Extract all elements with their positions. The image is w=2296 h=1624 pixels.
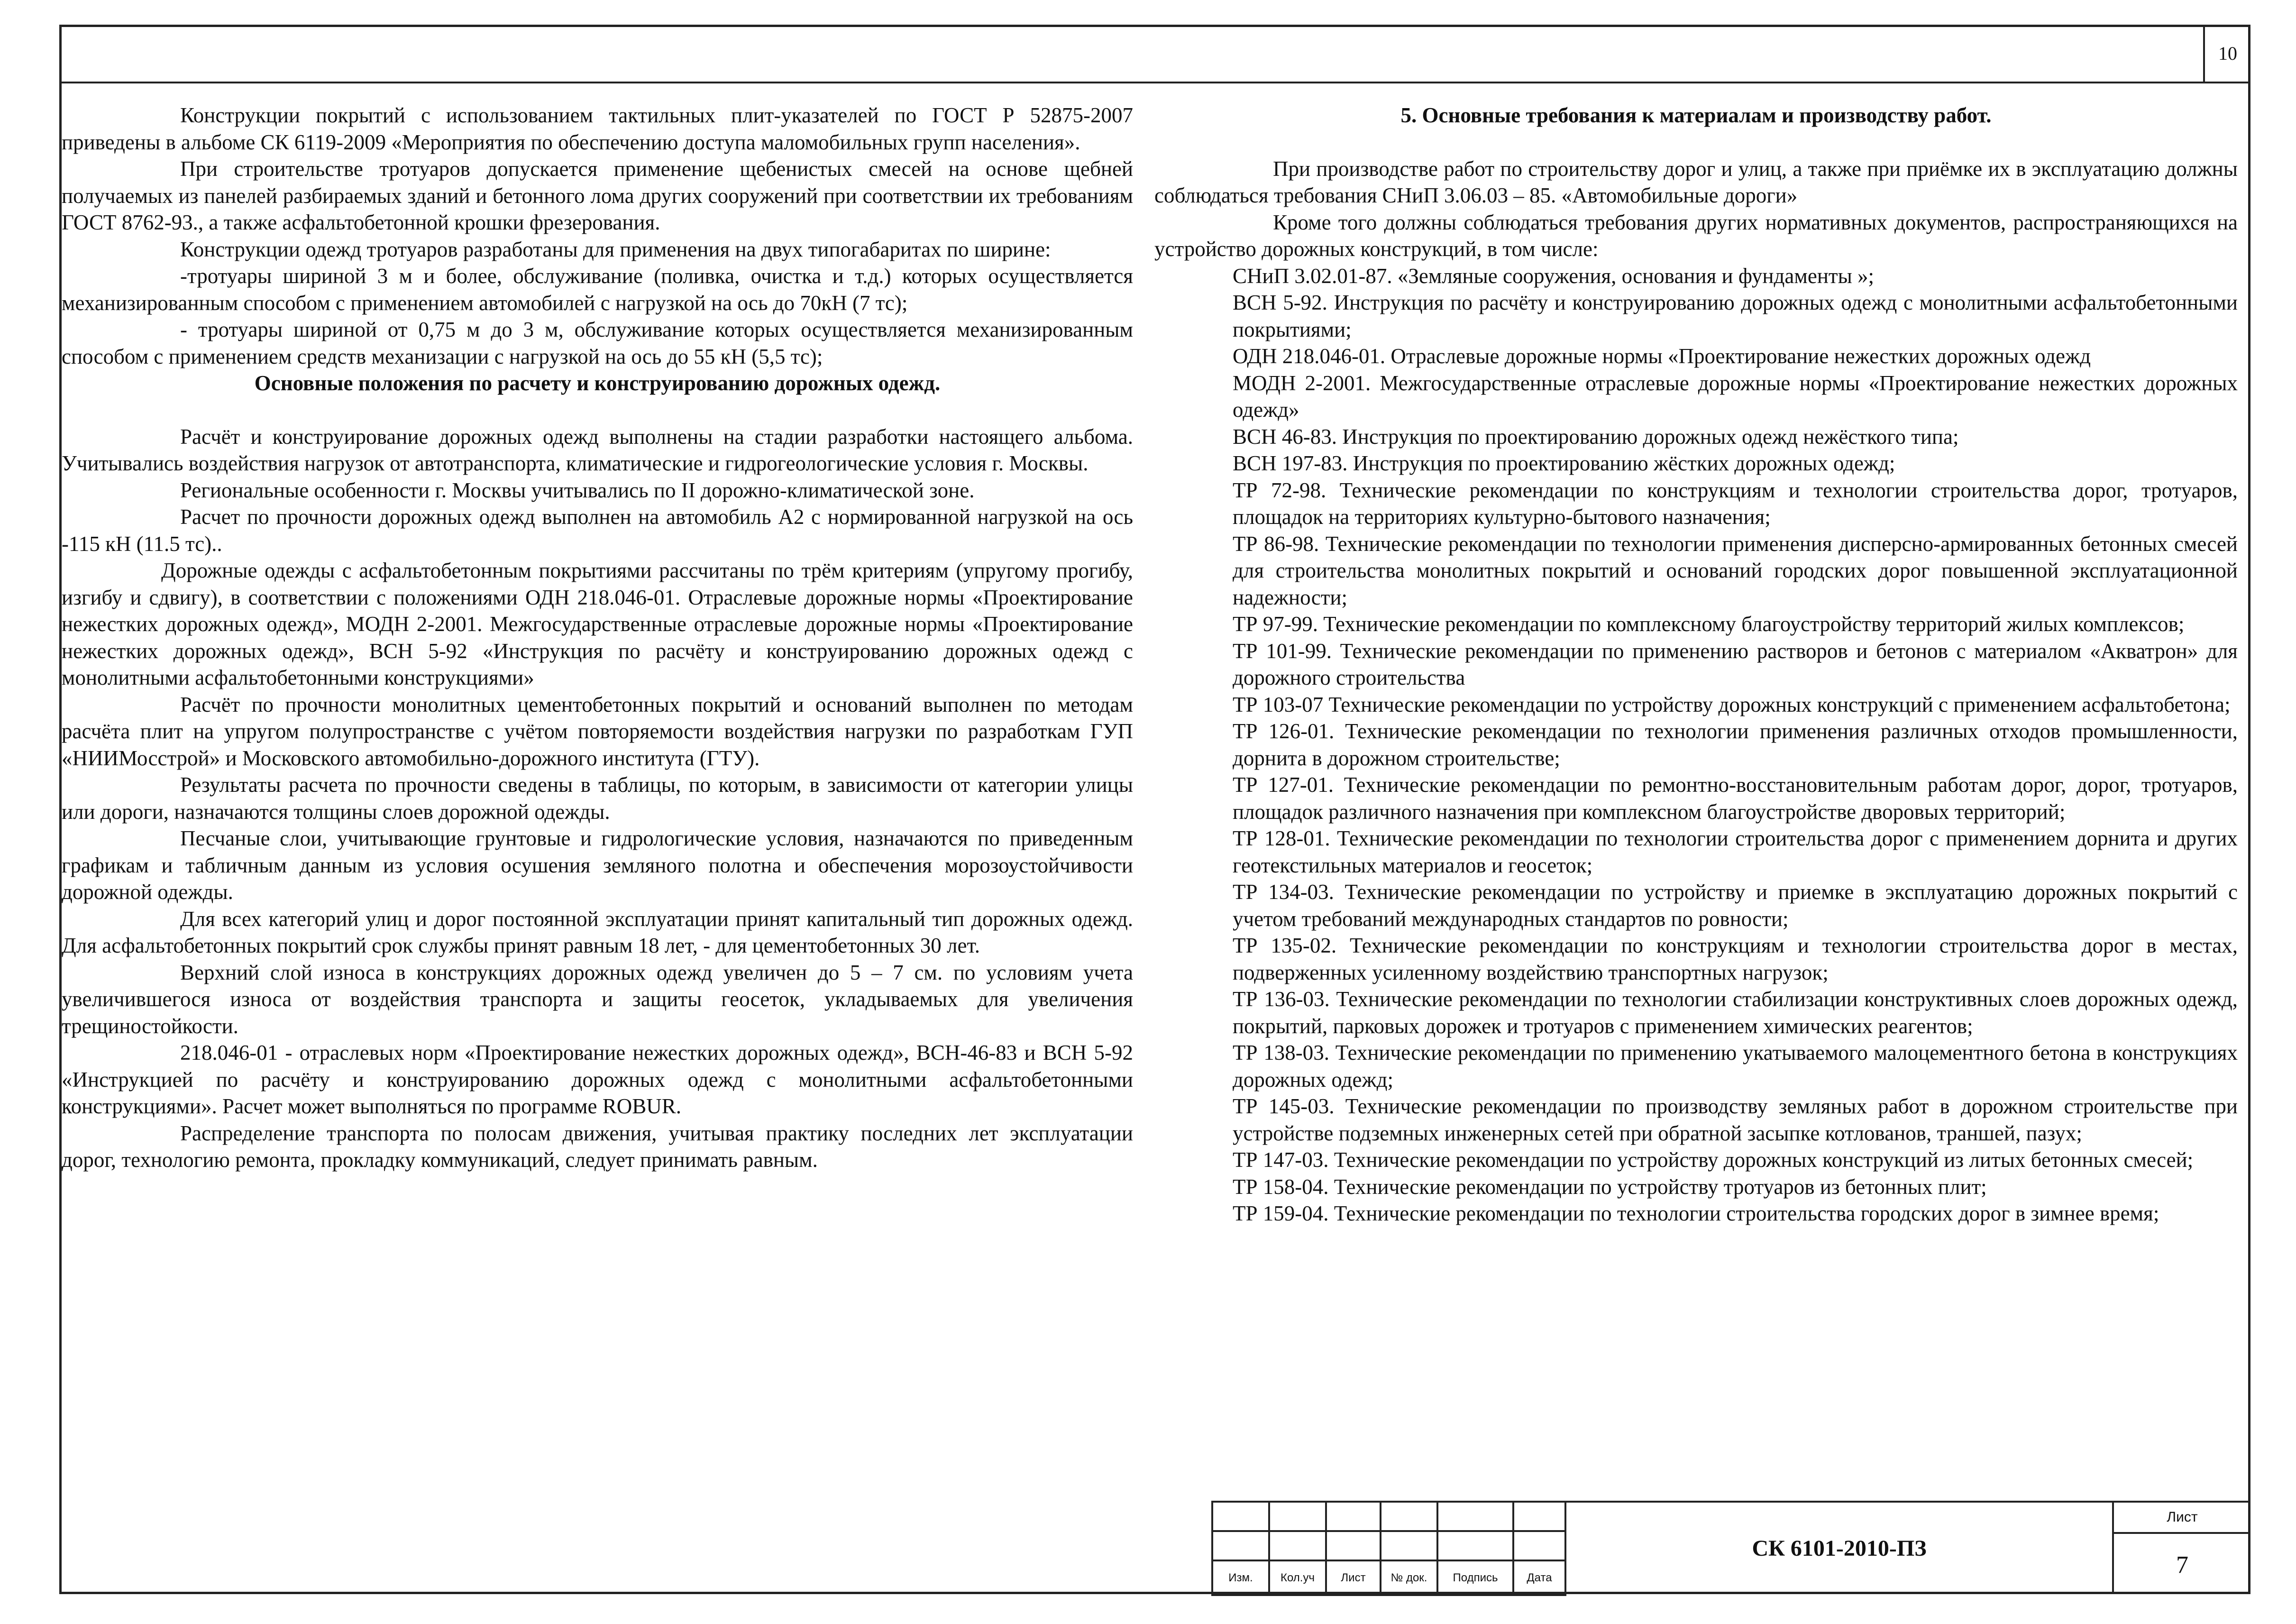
paragraph: Расчет по прочности дорожных одежд выполнен на автомобиль А2 с нормированной нагрузкой на ось -115 кН (11.5 тс).. xyxy=(62,505,1133,556)
page-number: 10 xyxy=(2203,25,2250,82)
doc-item: ВСН 5-92. Инструкция по расчёту и конструированию дорожных одежд с монолитными асфальтобетонными покрытиями; xyxy=(1233,291,2238,341)
doc-item: ТР 86-98. Технические рекомендации по технологии применения дисперсно-армированных бетонных смесей для строительства монолитных покрытий и оснований городских дорог повышенной эксплуатационной надежности; xyxy=(1233,532,2238,609)
doc-item: ОДН 218.046-01. Отраслевые дорожные нормы «Проектирование нежестких дорожных одежд xyxy=(1233,344,2091,368)
section-heading: 5. Основные требования к материалам и производству работ. xyxy=(1400,103,1992,127)
doc-item: СНиП 3.02.01-87. «Земляные сооружения, основания и фундаменты »; xyxy=(1233,264,1875,288)
paragraph: Верхний слой износа в конструкциях дорожных одежд увеличен до 5 – 7 см. по условиям учета увеличившегося износа от воздействия транспорта и защиты геосеток, укладываемых для увеличения трещиностойкости. xyxy=(62,960,1133,1038)
paragraph: Конструкции одежд тротуаров разработаны для применения на двух типогабаритах по ширине: xyxy=(180,237,1051,261)
doc-item: ТР 159-04. Технические рекомендации по технологии строительства городских дорог в зимнее время; xyxy=(1233,1202,2159,1225)
doc-item: ВСН 46-83. Инструкция по проектированию дорожных одежд нежёсткого типа; xyxy=(1233,424,1959,449)
stamp-label: № док. xyxy=(1381,1560,1437,1595)
doc-item: ТР 134-03. Технические рекомендации по устройству и приемке в эксплуатацию дорожных покрытий с учетом требований международных стандартов по ровности; xyxy=(1233,880,2238,931)
doc-item: ТР 126-01. Технические рекомендации по технологии применения различных отходов промышленности, дорнита в дорожном строительстве; xyxy=(1233,719,2238,770)
paragraph: Кроме того должны соблюдаться требования других нормативных документов, распространяющихся на устройство дорожных конструкций, в том числе: xyxy=(1154,210,2238,261)
doc-item: ТР 138-03. Технические рекомендации по применению укатываемого малоцементного бетона в конструкциях дорожных одежд; xyxy=(1233,1041,2238,1092)
sheet-label: Лист xyxy=(2114,1503,2250,1534)
paragraph: Расчёт по прочности монолитных цементобетонных покрытий и оснований выполнен по методам расчёта плит на упругом полупространстве с учётом повторяемости воздействия нагрузки по разработкам ГУП «НИИМосстрой» и Московского автомобильно-дорожного института (ГТУ). xyxy=(62,692,1133,770)
paragraph: Конструкции покрытий с использованием тактильных плит-указателей по ГОСТ Р 52875-2007 приведены в альбоме СК 6119-2009 «Мероприятия по обеспечению доступа маломобильных групп населения». xyxy=(62,103,1133,154)
section-heading: Основные положения по расчету и конструированию дорожных одежд. xyxy=(254,371,941,395)
doc-item: ТР 103-07 Технические рекомендации по устройству дорожных конструкций с применением асфальтобетона; xyxy=(1233,692,2231,716)
sheet-box xyxy=(2112,1501,2250,1594)
header-rule xyxy=(59,82,2250,83)
doc-item: ТР 97-99. Технические рекомендации по комплексному благоустройству территорий жилых комплексов; xyxy=(1233,612,2185,636)
doc-item: ТР 145-03. Технические рекомендации по производству земляных работ в дорожном строительстве при устройстве подземных инженерных сетей при обратной засыпке котлованов, траншей, пазух; xyxy=(1233,1094,2238,1145)
paragraph: -тротуары шириной 3 м и более, обслуживание (поливка, очистка и т.д.) которых осуществляется механизированным способом с применением автомобилей с нагрузкой на ось до 70кН (7 тс); xyxy=(62,264,1133,315)
doc-item: ТР 158-04. Технические рекомендации по устройству тротуаров из бетонных плит; xyxy=(1233,1174,1987,1199)
doc-item: ТР 147-03. Технические рекомендации по устройству дорожных конструкций из литых бетонных смесей; xyxy=(1233,1148,2194,1172)
paragraph: При производстве работ по строительству дорог и улиц, а также при приёмке их в эксплуатацию должны соблюдаться требования СНиП 3.06.03 – 85. «Автомобильные дороги» xyxy=(1154,156,2238,207)
doc-item: ТР 101-99. Технические рекомендации по применению растворов и бетонов с материалом «Акватрон» для дорожного строительства xyxy=(1233,639,2238,689)
doc-item: ВСН 197-83. Инструкция по проектированию жёстких дорожных одежд; xyxy=(1233,451,1895,475)
paragraph: При строительстве тротуаров допускается применение щебенистых смесей на основе щебней получаемых из панелей разбираемых зданий и бетонного лома других сооружений при соответствии их требованиям ГОСТ 8762-93., а также асфальтобетонной крошки фрезерования. xyxy=(62,157,1133,234)
stamp-label: Лист xyxy=(1326,1560,1381,1595)
paragraph: Песчаные слои, учитывающие грунтовые и гидрологические условия, назначаются по приведенным графикам и табличным данным из условия осушения земляного полотна и обеспечения морозоустойчивости дорожной одежды. xyxy=(62,826,1133,904)
doc-item: ТР 135-02. Технические рекомендации по конструкциям и технологии строительства дорог в местах, подверженных усиленному воздействию транспортных нагрузок; xyxy=(1233,934,2238,984)
doc-item: ТР 72-98. Технические рекомендации по конструкциям и технологии строительства дорог, тротуаров, площадок на территориях культурно-бытового назначения; xyxy=(1233,478,2238,529)
doc-item: ТР 136-03. Технические рекомендации по технологии стабилизации конструктивных слоев дорожных одежд, покрытий, парковых дорожек и тротуаров с применением химических реагентов; xyxy=(1233,987,2238,1038)
revision-grid xyxy=(1211,1501,1566,1596)
paragraph: Региональные особенности г. Москвы учитывались по II дорожно-климатической зоне. xyxy=(180,478,975,502)
stamp-label: Кол.уч xyxy=(1269,1560,1326,1595)
title-block xyxy=(1211,1501,2250,1594)
sheet-number: 7 xyxy=(2176,1551,2188,1578)
paragraph: Результаты расчета по прочности сведены в таблицы, по которым, в зависимости от категории улицы или дороги, назначаются толщины слоев дорожной одежды. xyxy=(62,773,1133,824)
stamp-label: Подпись xyxy=(1437,1560,1513,1595)
stamp-label: Изм. xyxy=(1212,1560,1269,1595)
doc-item: МОДН 2-2001. Межгосударственные отраслевые дорожные нормы «Проектирование нежестких дорожных одежд» xyxy=(1233,371,2238,422)
paragraph: Распределение транспорта по полосам движения, учитывая практику последних лет эксплуатации дорог, технологию ремонта, прокладку коммуникаций, следует принимать равным. xyxy=(62,1121,1133,1172)
right-column xyxy=(1154,102,2238,1227)
document-code: СК 6101-2010-ПЗ xyxy=(1564,1501,2112,1594)
doc-item: ТР 127-01. Технические рекомендации по ремонтно-восстановительным работам дорог, дорог, тротуаров, площадок различного назначения при комплексном благоустройстве дворовых территорий; xyxy=(1233,773,2238,824)
left-column xyxy=(62,102,1133,1174)
paragraph: 218.046-01 - отраслевых норм «Проектирование нежестких дорожных одежд», ВСН-46-83 и ВСН 5-92 «Инструкцией по расчёту и конструированию дорожных одежд с монолитными асфальтобетонными конструкциями». Расчет может выполняться по программе ROBUR. xyxy=(62,1041,1133,1118)
doc-item: ТР 128-01. Технические рекомендации по технологии строительства дорог с применением дорнита и других геотекстильных материалов и геосеток; xyxy=(1233,826,2238,877)
paragraph: Расчёт и конструирование дорожных одежд выполнены на стадии разработки настоящего альбома. Учитывались воздействия нагрузок от автотранспорта, климатические и гидрогеологические условия г. Москвы. xyxy=(62,424,1133,475)
paragraph: - тротуары шириной от 0,75 м до 3 м, обслуживание которых осуществляется механизированным способом с применением средств механизации с нагрузкой на ось до 55 кН (5,5 тс); xyxy=(62,318,1133,368)
paragraph: Для всех категорий улиц и дорог постоянной эксплуатации принят капитальный тип дорожных одежд. Для асфальтобетонных покрытий срок службы принят равным 18 лет, - для цементобетонных 30 лет. xyxy=(62,907,1133,957)
stamp-label: Дата xyxy=(1513,1560,1565,1595)
paragraph: Дорожные одежды с асфальтобетонным покрытиями рассчитаны по трём критериям (упругому прогибу, изгибу и сдвигу), в соответствии с положениями ОДН 218.046-01. Отраслевые дорожные нормы «Проектирование нежестких дорожных одежд», МОДН 2-2001. Межгосударственные отраслевые дорожные нормы «Проектирование нежестких дорожных одежд», ВСН 5-92 «Инструкция по расчёту и конструированию дорожных одежд с монолитными асфальтобетонными конструкциями» xyxy=(62,559,1133,689)
